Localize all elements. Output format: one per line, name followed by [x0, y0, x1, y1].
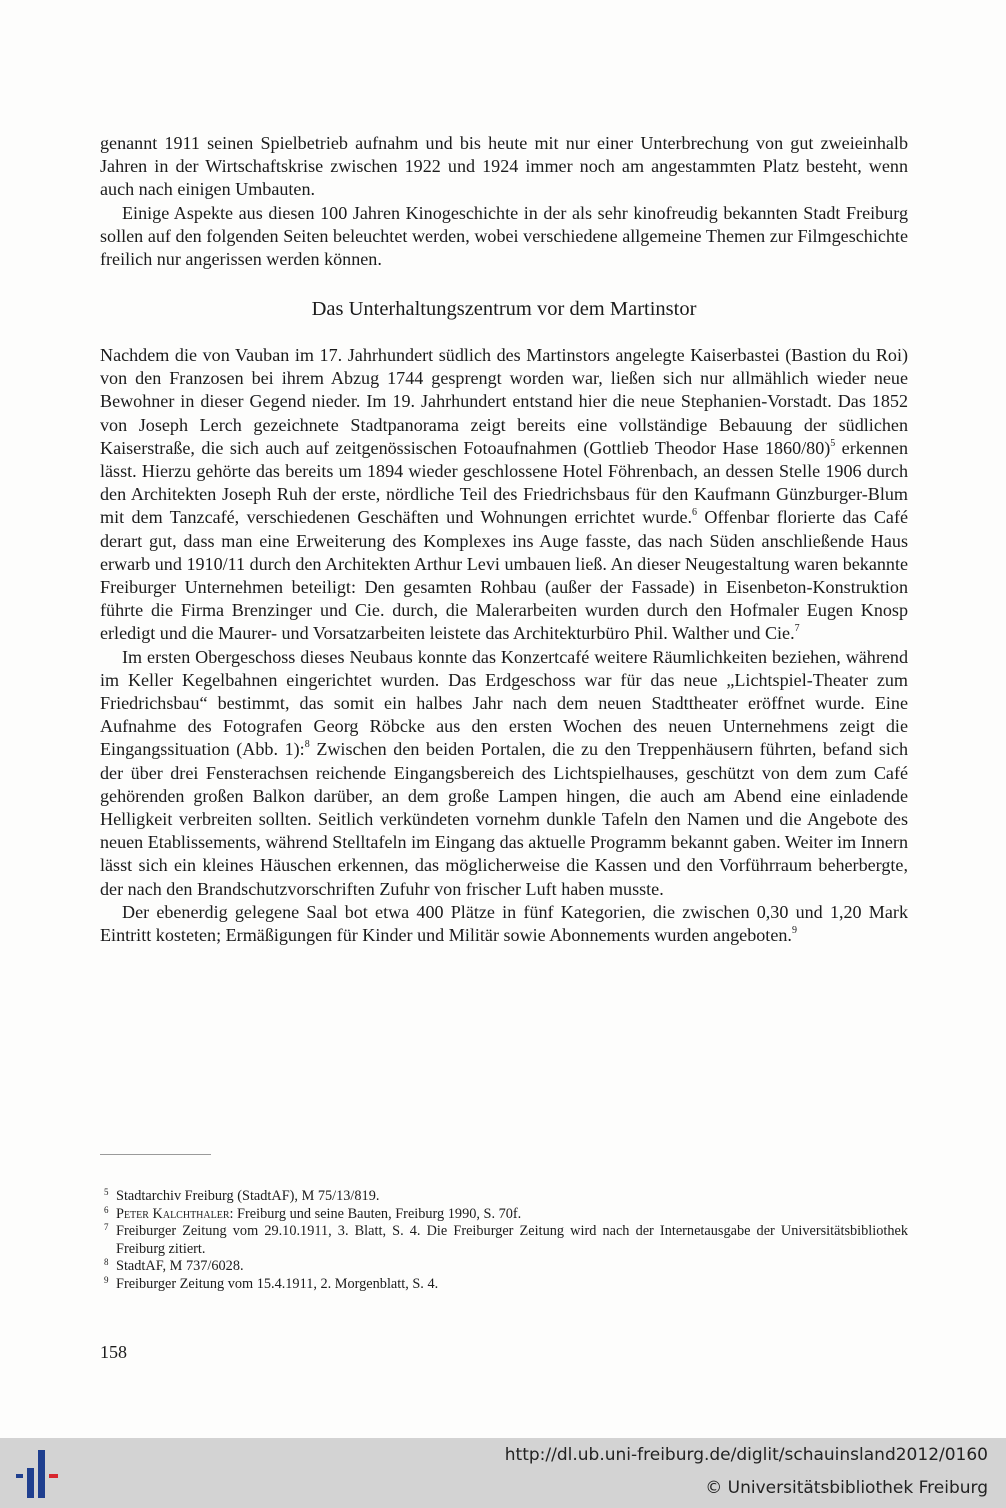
text-run: Der ebenerdig gelegene Saal bot etwa 400 Plätze in fünf Kategorien, die zwischen 0,30 und 1,20 Mark Eintritt kosteten; Ermäßigungen für Kinder und Militär sowie Abonnements wurden angeboten.: [100, 901, 908, 946]
footnote-text: Freiburger Zeitung vom 29.10.1911, 3. Blatt, S. 4. Die Freiburger Zeitung wird nach der Internetausgabe der Universitätsbibliothek Freiburg zitiert.: [116, 1223, 908, 1257]
intro-text: [100, 132, 908, 271]
page-number: 158: [100, 1342, 127, 1362]
footnote-item: [100, 1206, 908, 1224]
footnote-number: 7: [104, 1222, 109, 1233]
text-run: Offenbar florierte das Café derart gut, dass man eine Erweiterung des Komplexes ins Auge fasste, das nach Süden anschließende Haus erwarb und 1910/11 durch den Architekten Arthur Levi umbauen ließ. An dieser Neugestaltung waren bekannte Freiburger Unternehmen beteiligt: Den gesamten Rohbau (außer der Fassade) in Eisenbeton-Konstruktion führte die Firma Brenzinger und Cie. durch, die Malerarbeiten wurden durch den Hofmaler Eugen Knosp erledigt und die Maurer- und Vorsatzarbeiten leistete das Architekturbüro Phil. Walther und Cie.: [100, 507, 908, 644]
paragraph: genannt 1911 seinen Spielbetrieb aufnahm und bis heute mit nur einer Unterbrechung von gut zweieinhalb Jahren in der Wirtschaftskrise zwischen 1922 und 1924 immer noch am angestammten Platz besteht, wenn auch nach einigen Umbauten.: [100, 133, 908, 200]
paragraph: [100, 646, 908, 901]
footnote-text: Freiburger Zeitung vom 15.4.1911, 2. Morgenblatt, S. 4.: [116, 1275, 439, 1292]
footnote-item: [100, 1223, 908, 1258]
library-logo-icon: [14, 1448, 64, 1500]
footnote-number: 5: [104, 1187, 109, 1197]
section-heading: Das Unterhaltungszentrum vor dem Martinstor: [311, 298, 697, 320]
footnote-ref[interactable]: 6: [692, 507, 698, 519]
footnote-divider: [100, 1154, 211, 1155]
footnote-ref[interactable]: 5: [830, 437, 836, 449]
footnote-text: Stadtarchiv Freiburg (StadtAF), M 75/13/819.: [116, 1188, 380, 1204]
document-url-link[interactable]: http://dl.ub.uni-freiburg.de/diglit/schauinsland2012/0160: [504, 1445, 988, 1465]
footnote-item: [100, 1258, 908, 1276]
footnote-ref[interactable]: 9: [791, 925, 797, 937]
footnote-number: 6: [104, 1204, 109, 1215]
footnote-item: [100, 1276, 908, 1294]
text-run: Nachdem die von Vauban im 17. Jahrhundert südlich des Martinstors angelegte Kaiserbastei (Bastion du Roi) von den Franzosen bei ihrem Abzug 1744 gesprengt worden war, ließen sich nur allmählich wieder neue Bewohner in dieser Gegend nieder. Im 19. Jahrhundert entstand hier die neue Stephanien-Vorstadt. Das 1852 von Joseph Lerch gezeichnete Stadtpanorama zeigt bereits eine vollständige Bebauung der südlichen Kaiserstraße, die sich auch auf zeitgenössischen Fotoaufnahmen (Gottlieb Theodor Hase 1860/80): [100, 345, 908, 458]
section-body: [100, 344, 908, 947]
footnote-ref[interactable]: 8: [304, 739, 310, 751]
text-run: Zwischen den beiden Portalen, die zu den Treppenhäusern führten, befand sich der über drei Fensterachsen reichende Eingangsbereich des Lichtspielhauses, geschützt von dem zum Café gehörenden großen Balkon darüber, an dem große Lampen hingen, die auch am Abend eine einladende Helligkeit verbreiten sollten. Seitlich verkündeten vornehm dunkle Tafeln den Namen und die Angebote des neuen Etablissements, während Stelltafeln im Eingang das aktuelle Programm bekannt gaben. Weiter im Innern lässt sich ein kleines Häuschen erkennen, das möglicherweise die Kassen und den Vorführraum beherbergte, der nach den Brandschutzvorschriften Zufuhr von frischer Luft haben musste.: [100, 739, 908, 899]
paragraph: [100, 344, 908, 646]
footnote-text: StadtAF, M 737/6028.: [116, 1258, 244, 1275]
footnote-author: Peter Kalchthaler: [116, 1205, 230, 1222]
paragraph: Einige Aspekte aus diesen 100 Jahren Kinogeschichte in der als sehr kinofreudig bekannten Stadt Freiburg sollen auf den folgenden Seiten beleuchtet werden, wobei verschiedene allgemeine Themen zur Filmgeschichte freilich nur angerissen werden können.: [100, 202, 908, 270]
footnote-number: 9: [104, 1274, 109, 1285]
footnote-number: 8: [104, 1257, 109, 1268]
library-footer: [0, 1438, 1006, 1508]
footnote-text: : Freiburg und seine Bauten, Freiburg 1990, S. 70f.: [229, 1205, 522, 1222]
text-run: Im ersten Obergeschoss dieses Neubaus konnte das Konzertcafé weitere Räumlichkeiten beziehen, während im Keller Kegelbahnen eingerichtet wurden. Das Erdgeschoss war für das neue „Lichtspiel-Theater zum Friedrichsbau“ bestimmt, das somit ein halbes Jahr nach dem neuen Stadttheater eröffnet wurde. Eine Aufnahme des Fotografen Georg Röbcke aus den ersten Wochen des neuen Unternehmens zeigt die Eingangssituation (Abb. 1):: [100, 646, 908, 760]
footnote-ref[interactable]: 7: [794, 623, 800, 635]
footnotes: [100, 1188, 908, 1294]
text-run: erkennen lässt. Hierzu gehörte das bereits um 1894 wieder geschlossene Hotel Föhrenbach, an dessen Stelle 1906 durch den Architekten Joseph Ruh der erste, nördliche Teil des Friedrichsbaus für den Kaufmann Günzburger-Blum mit dem Tanzcafé, verschiedenen Geschäften und Wohnungen errichtet wurde.: [100, 437, 908, 528]
paragraph: [100, 901, 908, 947]
copyright-notice: © Universitätsbibliothek Freiburg: [705, 1478, 988, 1498]
footnote-item: [100, 1188, 908, 1206]
